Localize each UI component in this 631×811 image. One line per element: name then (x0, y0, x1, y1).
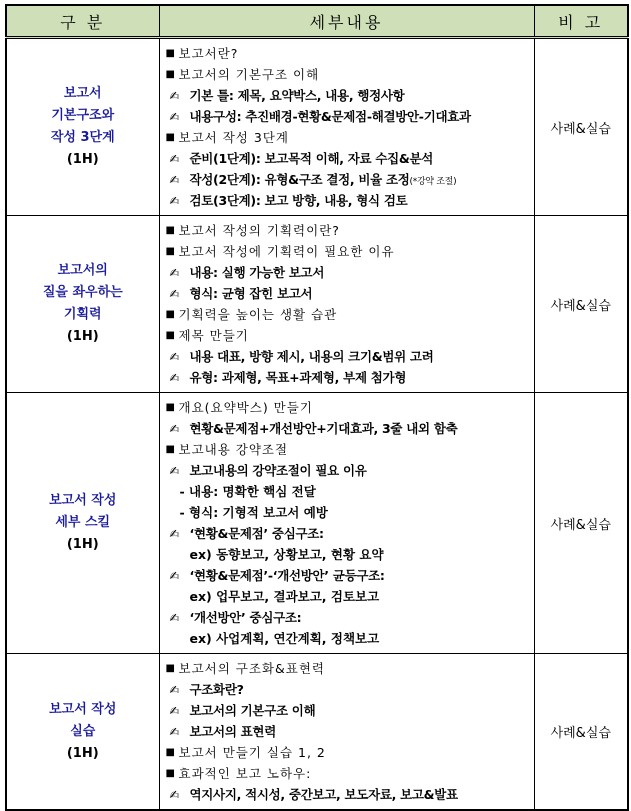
topic-title: 작성 3단계 (50, 130, 115, 145)
content-line (166, 418, 528, 439)
black-square-icon: ■ (165, 747, 176, 758)
content-line (166, 763, 528, 784)
writing-hand-icon: ✍ (169, 725, 180, 739)
topic-title: 보고서 (63, 86, 102, 101)
header-row (6, 5, 628, 38)
content-text: - 내용: 명확한 핵심 전달 (179, 484, 316, 499)
topic-title: 보고서의 (57, 263, 108, 278)
content-line (166, 85, 528, 106)
content-text: - 형식: 기형적 보고서 예방 (179, 505, 328, 520)
content-line (166, 397, 528, 418)
table-row (6, 38, 628, 216)
black-square-icon: ■ (165, 768, 176, 779)
writing-hand-icon: ✍ (169, 173, 180, 187)
black-square-icon: ■ (165, 48, 176, 59)
content-text: ex) 사업계획, 연간계획, 정책보고 (189, 631, 380, 646)
writing-hand-icon: ✍ (169, 611, 180, 625)
writing-hand-icon: ✍ (169, 527, 180, 541)
content-text: 보고내용의 강약조절이 필요 이유 (189, 463, 367, 478)
content-line (166, 544, 528, 565)
content-text: 작성(2단계): 유형&구조 결정, 비율 조정 (189, 172, 410, 187)
content-line (166, 148, 528, 169)
black-square-icon: ■ (165, 330, 176, 341)
topic-cell (6, 216, 159, 393)
topic-title: 질을 좌우하는 (42, 285, 123, 300)
content-text: 내용구성: 추진배경-현황&문제점-해결방안-기대효과 (189, 109, 471, 124)
content-line (166, 367, 528, 388)
writing-hand-icon: ✍ (169, 110, 180, 124)
black-square-icon: ■ (165, 444, 176, 455)
content-text: 보고서 작성 3단계 (178, 130, 289, 145)
topic-cell (6, 654, 159, 811)
content-text: 현황&문제점+개선방안+기대효과, 3줄 내외 함축 (189, 421, 458, 436)
content-text: 보고서 만들기 실습 1, 2 (178, 745, 326, 760)
topic-hours: (1H) (66, 329, 99, 344)
content-text: 내용: 실행 가능한 보고서 (189, 265, 325, 280)
content-line (166, 190, 528, 211)
content-text: ‘현황&문제점’-‘개선방안’ 균등구조: (189, 568, 385, 583)
content-line (166, 742, 528, 763)
writing-hand-icon: ✍ (169, 683, 180, 697)
topic-hours: (1H) (66, 537, 99, 552)
content-line (166, 346, 528, 367)
black-square-icon: ■ (165, 246, 176, 257)
topic-cell (6, 393, 159, 654)
writing-hand-icon: ✍ (169, 350, 180, 364)
content-line (166, 304, 528, 325)
table-row (6, 654, 628, 811)
content-line (166, 628, 528, 649)
black-square-icon: ■ (165, 402, 176, 413)
content-text: 구조화란? (189, 682, 244, 697)
topic-title: 기본구조와 (51, 108, 115, 123)
writing-hand-icon: ✍ (169, 287, 180, 301)
writing-hand-icon: ✍ (169, 194, 180, 208)
content-text: 효과적인 보고 노하우: (178, 766, 312, 781)
black-square-icon: ■ (165, 309, 176, 320)
content-text: 준비(1단계): 보고목적 이해, 자료 수집&분석 (189, 151, 434, 166)
content-line (166, 658, 528, 679)
content-cell (159, 654, 534, 811)
content-text: ex) 업무보고, 결과보고, 검토보고 (189, 589, 380, 604)
table-body (6, 38, 628, 811)
content-line (166, 481, 528, 502)
content-text: 검토(3단계): 보고 방향, 내용, 형식 검토 (189, 193, 408, 208)
content-cell (159, 393, 534, 654)
topic-hours: (1H) (66, 745, 99, 761)
writing-hand-icon: ✍ (169, 464, 180, 478)
content-text: 기본 틀: 제목, 요약박스, 내용, 행정사항 (189, 88, 405, 103)
content-line (166, 700, 528, 721)
content-line (166, 523, 528, 544)
content-line (166, 607, 528, 628)
topic-cell (6, 38, 159, 216)
content-text: ‘개선방안’ 중심구조: (189, 610, 302, 625)
content-line (166, 502, 528, 523)
writing-hand-icon: ✍ (169, 788, 180, 802)
content-text: 보고서 작성에 기획력이 필요한 이유 (178, 244, 395, 259)
content-line (166, 283, 528, 304)
content-text: 보고서의 기본구조 이해 (189, 703, 316, 718)
black-square-icon: ■ (165, 225, 176, 236)
content-text: 유형: 과제형, 목표+과제형, 부제 첨가형 (189, 370, 407, 385)
content-text: 제목 만들기 (178, 328, 249, 343)
black-square-icon: ■ (165, 663, 176, 674)
note-cell: 사례&실습 (534, 654, 628, 811)
table-row (6, 393, 628, 654)
topic-title: 실습 (70, 723, 96, 739)
note-cell: 사례&실습 (534, 393, 628, 654)
content-line (166, 679, 528, 700)
content-text: 형식: 균형 잡힌 보고서 (189, 286, 313, 301)
content-line (166, 439, 528, 460)
content-note: (*강약 조절) (409, 177, 457, 187)
content-line (166, 127, 528, 148)
black-square-icon: ■ (165, 69, 176, 80)
content-text: 역지사지, 적시성, 중간보고, 보도자료, 보고&발표 (189, 787, 458, 802)
content-text: 보고서의 표현력 (189, 724, 276, 739)
content-text: 보고서의 구조화&표현력 (178, 661, 325, 676)
content-line (166, 241, 528, 262)
content-line (166, 220, 528, 241)
note-cell: 사례&실습 (534, 38, 628, 216)
content-text: 보고서 작성의 기획력이란? (178, 223, 340, 238)
writing-hand-icon: ✍ (169, 89, 180, 103)
content-line (166, 262, 528, 283)
black-square-icon: ■ (165, 132, 176, 143)
content-text: 기획력을 높이는 생활 습관 (178, 307, 338, 322)
topic-title: 보고서 작성 (49, 701, 117, 717)
content-cell (159, 38, 534, 216)
writing-hand-icon: ✍ (169, 569, 180, 583)
content-line (166, 325, 528, 346)
header-content: 세부내용 (159, 5, 534, 38)
topic-title: 보고서 작성 (49, 493, 117, 508)
note-cell: 사례&실습 (534, 216, 628, 393)
writing-hand-icon: ✍ (169, 152, 180, 166)
topic-hours: (1H) (66, 152, 99, 167)
content-line (166, 106, 528, 127)
content-line (166, 169, 528, 190)
writing-hand-icon: ✍ (169, 422, 180, 436)
content-text: 보고내용 강약조절 (178, 442, 289, 457)
content-text: 보고서의 기본구조 이해 (178, 67, 320, 82)
content-line (166, 784, 528, 805)
content-text: 개요(요약박스) 만들기 (178, 400, 313, 415)
topic-title: 기획력 (63, 307, 102, 322)
content-line (166, 586, 528, 607)
header-note: 비 고 (534, 5, 628, 38)
table-row (6, 216, 628, 393)
writing-hand-icon: ✍ (169, 371, 180, 385)
writing-hand-icon: ✍ (169, 704, 180, 718)
content-text: 내용 대표, 방향 제시, 내용의 크기&범위 고려 (189, 349, 434, 364)
header-topic: 구 분 (6, 5, 159, 38)
content-line (166, 43, 528, 64)
content-line (166, 721, 528, 742)
curriculum-table (5, 4, 629, 811)
content-text: 보고서란? (178, 46, 239, 61)
curriculum-table-wrapper (5, 4, 627, 811)
topic-title: 세부 스킬 (55, 515, 111, 530)
content-line (166, 460, 528, 481)
content-line (166, 565, 528, 586)
writing-hand-icon: ✍ (169, 266, 180, 280)
content-text: ex) 동향보고, 상황보고, 현황 요약 (189, 547, 384, 562)
content-cell (159, 216, 534, 393)
content-line (166, 64, 528, 85)
content-text: ‘현황&문제점’ 중심구조: (189, 526, 324, 541)
